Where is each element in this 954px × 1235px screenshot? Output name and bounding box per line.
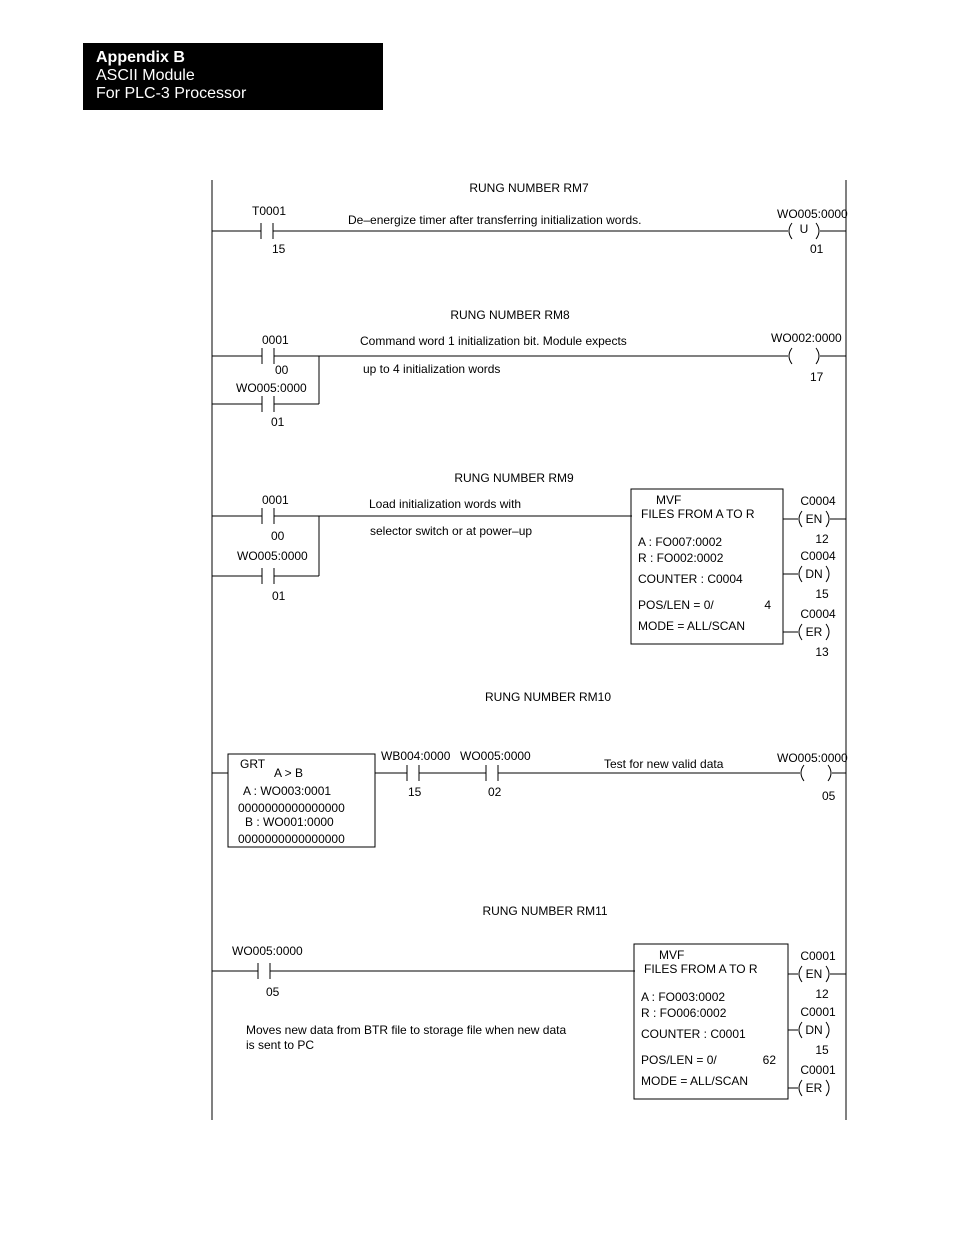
rung-comment: De–energize timer after transferring initialization words. — [348, 213, 642, 227]
block-length: 4 — [764, 598, 771, 612]
contact-address: 0001 — [262, 333, 289, 347]
output-bit: 12 — [815, 532, 829, 546]
rungs — [212, 181, 848, 1099]
block-line: MODE = ALL/SCAN — [638, 619, 746, 633]
output-coil — [789, 348, 819, 364]
contact-bit: 02 — [488, 785, 502, 799]
output-bit: 12 — [815, 987, 829, 1001]
branch-bit: 01 — [271, 415, 285, 429]
block-line: A : FO007:0002 — [638, 535, 723, 549]
branch-contact — [252, 568, 284, 584]
block-line: R : FO006:0002 — [641, 1006, 727, 1020]
output-address: C0004 — [800, 607, 836, 621]
contact-address: T0001 — [252, 204, 287, 218]
output-type: DN — [805, 567, 823, 581]
contact-bit: 05 — [266, 985, 280, 999]
contact-wo005 — [248, 963, 280, 979]
output-address: C0001 — [800, 949, 836, 963]
block-line: COUNTER : C0004 — [638, 572, 743, 586]
coil-address: WO005:0000 — [777, 751, 848, 765]
coil-bit: 05 — [822, 789, 836, 803]
output-address: C0004 — [800, 549, 836, 563]
block-line: R : FO002:0002 — [638, 551, 724, 565]
coil-address: WO002:0000 — [771, 331, 842, 345]
contact-address: WO005:0000 — [232, 944, 303, 958]
output-type: ER — [805, 1081, 823, 1095]
coil-left-arc — [799, 511, 802, 527]
block-name: MVF — [659, 948, 685, 962]
coil-left-arc — [801, 765, 804, 781]
grt-expression: A > B — [274, 766, 304, 780]
block-line: A : FO003:0002 — [641, 990, 726, 1004]
coil-address: WO005:0000 — [777, 207, 848, 221]
coil-left-arc — [799, 1080, 802, 1096]
output-address: C0001 — [800, 1005, 836, 1019]
rung-title: RUNG NUMBER RM8 — [450, 308, 570, 322]
rung-9 — [212, 471, 846, 659]
coil-bit: 17 — [810, 370, 824, 384]
contact-bit: 15 — [408, 785, 422, 799]
block-name: MVF — [656, 493, 682, 507]
coil-bit: 01 — [810, 242, 824, 256]
grt-a-value: 0000000000000000 — [238, 801, 345, 815]
block-line: FILES FROM A TO R — [641, 507, 755, 521]
output-address: C0001 — [800, 1063, 836, 1077]
contact-address: WO005:0000 — [460, 749, 531, 763]
rung-title: RUNG NUMBER RM11 — [482, 904, 608, 918]
coil-right-arc — [816, 223, 819, 239]
rung-title: RUNG NUMBER RM10 — [484, 690, 612, 704]
coil-right-arc — [816, 348, 819, 364]
contact-bit: 00 — [271, 529, 285, 543]
rung-comment: Command word 1 initialization bit. Module expects — [360, 334, 627, 348]
branch-address: WO005:0000 — [236, 381, 307, 395]
contact-bit: 15 — [272, 242, 286, 256]
contact-address: 0001 — [262, 493, 289, 507]
rung-7 — [212, 181, 848, 256]
contact-t0001 — [251, 223, 283, 239]
rung-comment: selector switch or at power–up — [370, 524, 533, 538]
output-bit: 15 — [815, 1043, 829, 1057]
rung-10 — [212, 690, 848, 847]
output-bit: 13 — [815, 645, 829, 659]
output-bit: 15 — [815, 587, 829, 601]
rung-comment: Moves new data from BTR file to storage file when new data — [246, 1023, 567, 1037]
rung-comment: Test for new valid data — [604, 757, 724, 771]
coil-left-arc — [789, 348, 792, 364]
contact-address: WB004:0000 — [381, 749, 451, 763]
rung-8 — [212, 308, 846, 429]
coil-right-arc — [826, 966, 829, 982]
coil-left-arc — [799, 1022, 802, 1038]
block-line: FILES FROM A TO R — [644, 962, 758, 976]
contact-wb004 — [397, 765, 429, 781]
output-address: C0004 — [800, 494, 836, 508]
block-line: COUNTER : C0001 — [641, 1027, 746, 1041]
output-type: ER — [805, 625, 823, 639]
grt-b-value: 0000000000000000 — [238, 832, 345, 846]
coil-right-arc — [826, 1022, 829, 1038]
grt-name: GRT — [240, 757, 266, 771]
rung-11 — [212, 904, 846, 1099]
branch-address: WO005:0000 — [237, 549, 308, 563]
contact-0001 — [252, 508, 284, 524]
branch-bit: 01 — [272, 589, 286, 603]
grt-b-address: B : WO001:0000 — [245, 815, 334, 829]
rung-comment: is sent to PC — [246, 1038, 315, 1052]
branch-contact — [252, 396, 284, 412]
block-line: POS/LEN = 0/ — [638, 598, 714, 612]
header-title: Appendix B — [96, 49, 185, 66]
contact-bit: 00 — [275, 363, 289, 377]
coil-right-arc — [828, 765, 831, 781]
rung-title: RUNG NUMBER RM9 — [454, 471, 574, 485]
coil-right-arc — [826, 511, 829, 527]
header-processor: For PLC-3 Processor — [96, 85, 247, 102]
block-line: POS/LEN = 0/ — [641, 1053, 717, 1067]
coil-right-arc — [826, 1080, 829, 1096]
block-line: MODE = ALL/SCAN — [641, 1074, 749, 1088]
output-type: DN — [805, 1023, 823, 1037]
coil-left-arc — [799, 966, 802, 982]
coil-type: U — [799, 222, 809, 236]
block-length: 62 — [762, 1053, 776, 1067]
contact-wo005 — [476, 765, 508, 781]
rung-comment: Load initialization words with — [369, 497, 522, 511]
coil-left-arc — [799, 624, 802, 640]
rung-title: RUNG NUMBER RM7 — [469, 181, 589, 195]
grt-a-address: A : WO003:0001 — [243, 784, 332, 798]
coil-right-arc — [826, 566, 829, 582]
coil-right-arc — [826, 624, 829, 640]
output-type: EN — [805, 512, 823, 526]
output-coil — [801, 765, 831, 781]
rung-comment: up to 4 initialization words — [363, 362, 501, 376]
output-type: EN — [805, 967, 823, 981]
coil-left-arc — [799, 566, 802, 582]
coil-left-arc — [789, 223, 792, 239]
contact-0001 — [252, 348, 284, 364]
header-subtitle: ASCII Module — [96, 67, 195, 84]
